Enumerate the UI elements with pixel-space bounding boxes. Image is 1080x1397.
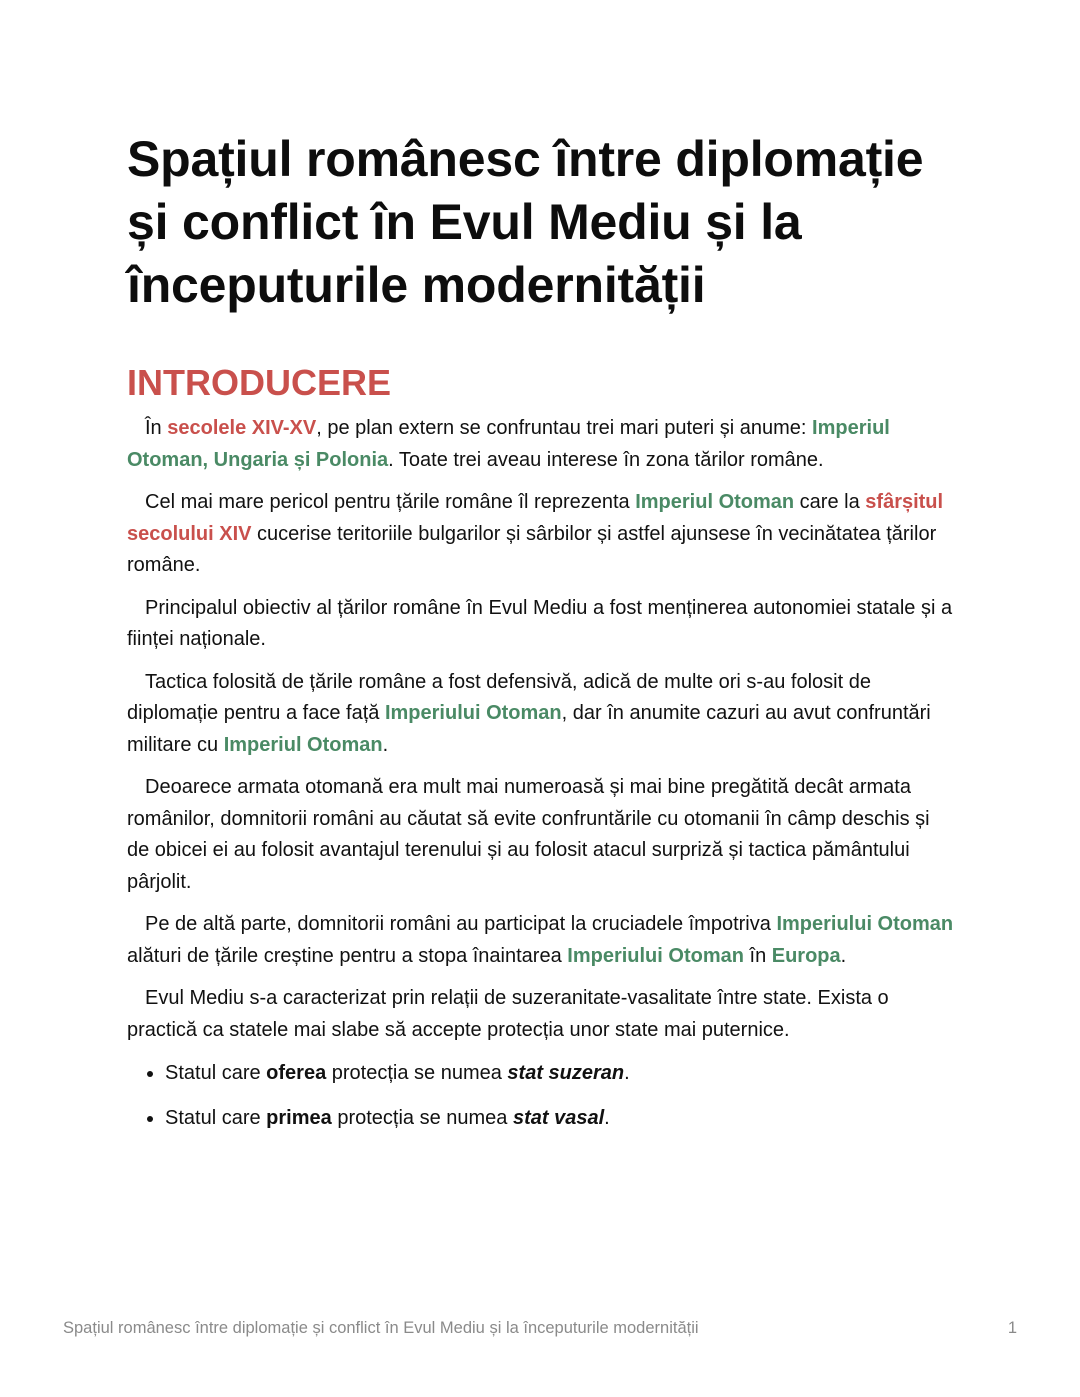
highlight-ottoman-empire: Imperiului Otoman	[567, 944, 744, 967]
highlight-ottoman-empire: Imperiul Otoman	[223, 733, 383, 756]
highlight-ottoman-empire: Imperiul Otoman	[635, 491, 795, 513]
paragraph-6	[127, 909, 957, 972]
paragraph-4	[127, 667, 957, 762]
text: care la	[794, 491, 866, 513]
text: În	[145, 417, 168, 439]
list-item-vassal	[165, 1103, 957, 1135]
text: , dar în anumite cazuri au avut confruntări militare cu	[127, 702, 931, 756]
highlight-centuries: secolele XIV-XV	[167, 417, 317, 439]
page-number: 1	[1007, 1319, 1017, 1337]
document-title: Spațiul românesc între diplomație și conflict în Evul Mediu și la începuturile modernității	[127, 131, 924, 313]
bold-term: oferea	[266, 1062, 327, 1084]
text: , pe plan extern se confruntau trei mari puteri și anume:	[316, 417, 813, 439]
bold-italic-term: stat suzeran	[507, 1062, 625, 1084]
text: cucerise teritoriile bulgarilor și sârbilor și astfel ajunsese în vecinătatea țărilor române.	[127, 522, 937, 576]
text: .	[624, 1062, 630, 1084]
highlight-ottoman-empire: Imperiului Otoman	[384, 702, 562, 724]
text: Evul Mediu s-a caracterizat prin relații de suzeranitate-vasalitate între state. Exista o practică ca statele mai slabe să accepte protecția unor state mai puternice.	[127, 987, 889, 1041]
text: .	[840, 944, 847, 967]
text: Statul care	[165, 1062, 267, 1084]
paragraph-1	[127, 413, 957, 476]
text: alături de țările creștine pentru a stopa înaintarea	[127, 944, 568, 967]
text: Principalul obiectiv al țărilor române în Evul Mediu a fost menținerea autonomiei statale și a ființei naționale.	[127, 596, 953, 650]
text: în	[743, 944, 772, 967]
text: protecția se numea	[326, 1062, 508, 1084]
paragraph-5	[127, 772, 957, 898]
footer-title: Spațiul românesc între diplomație și conflict în Evul Mediu și la începuturile modernității	[63, 1319, 699, 1337]
highlight-century-end: sfârșitul secolului XIV	[127, 491, 944, 545]
list-item-suzerain	[165, 1058, 957, 1090]
text: Statul care	[165, 1106, 267, 1129]
highlight-powers: Imperiul Otoman, Ungaria și Polonia	[127, 417, 890, 471]
paragraph-3	[127, 593, 957, 656]
highlight-europe: Europa	[771, 944, 841, 967]
bullet-list	[127, 1058, 957, 1134]
paragraph-7	[127, 983, 957, 1046]
paragraph-2	[127, 487, 957, 582]
text: protecția se numea	[331, 1106, 513, 1129]
page-footer	[63, 1319, 1017, 1338]
text: . Toate trei aveau interese în zona tărilor române.	[388, 448, 824, 471]
bold-italic-term: stat vasal	[512, 1106, 605, 1129]
text: Cel mai mare pericol pentru țările române îl reprezenta	[145, 491, 636, 513]
text: Deoarece armata otomană era mult mai numeroasă și mai bine pregătită decât armata românilor, domnitorii români au căutat să evite confruntările cu otomanii în câmp deschis și de obicei ei au folosit avantajul terenului și au folosit atacul surpriză și tactica pământului pârjolit.	[127, 776, 930, 893]
highlight-ottoman-empire: Imperiului Otoman	[776, 913, 954, 935]
text: .	[604, 1106, 610, 1129]
bold-term: primea	[266, 1106, 332, 1129]
document-page	[127, 128, 957, 1147]
section-heading-introducere: INTRODUCERE	[127, 362, 392, 403]
text: Pe de altă parte, domnitorii români au participat la cruciadele împotriva	[145, 913, 777, 935]
text: .	[382, 733, 389, 756]
text: Tactica folosită de țările române a fost defensivă, adică de multe ori s-au folosit de diplomație pentru a face față	[127, 670, 871, 724]
